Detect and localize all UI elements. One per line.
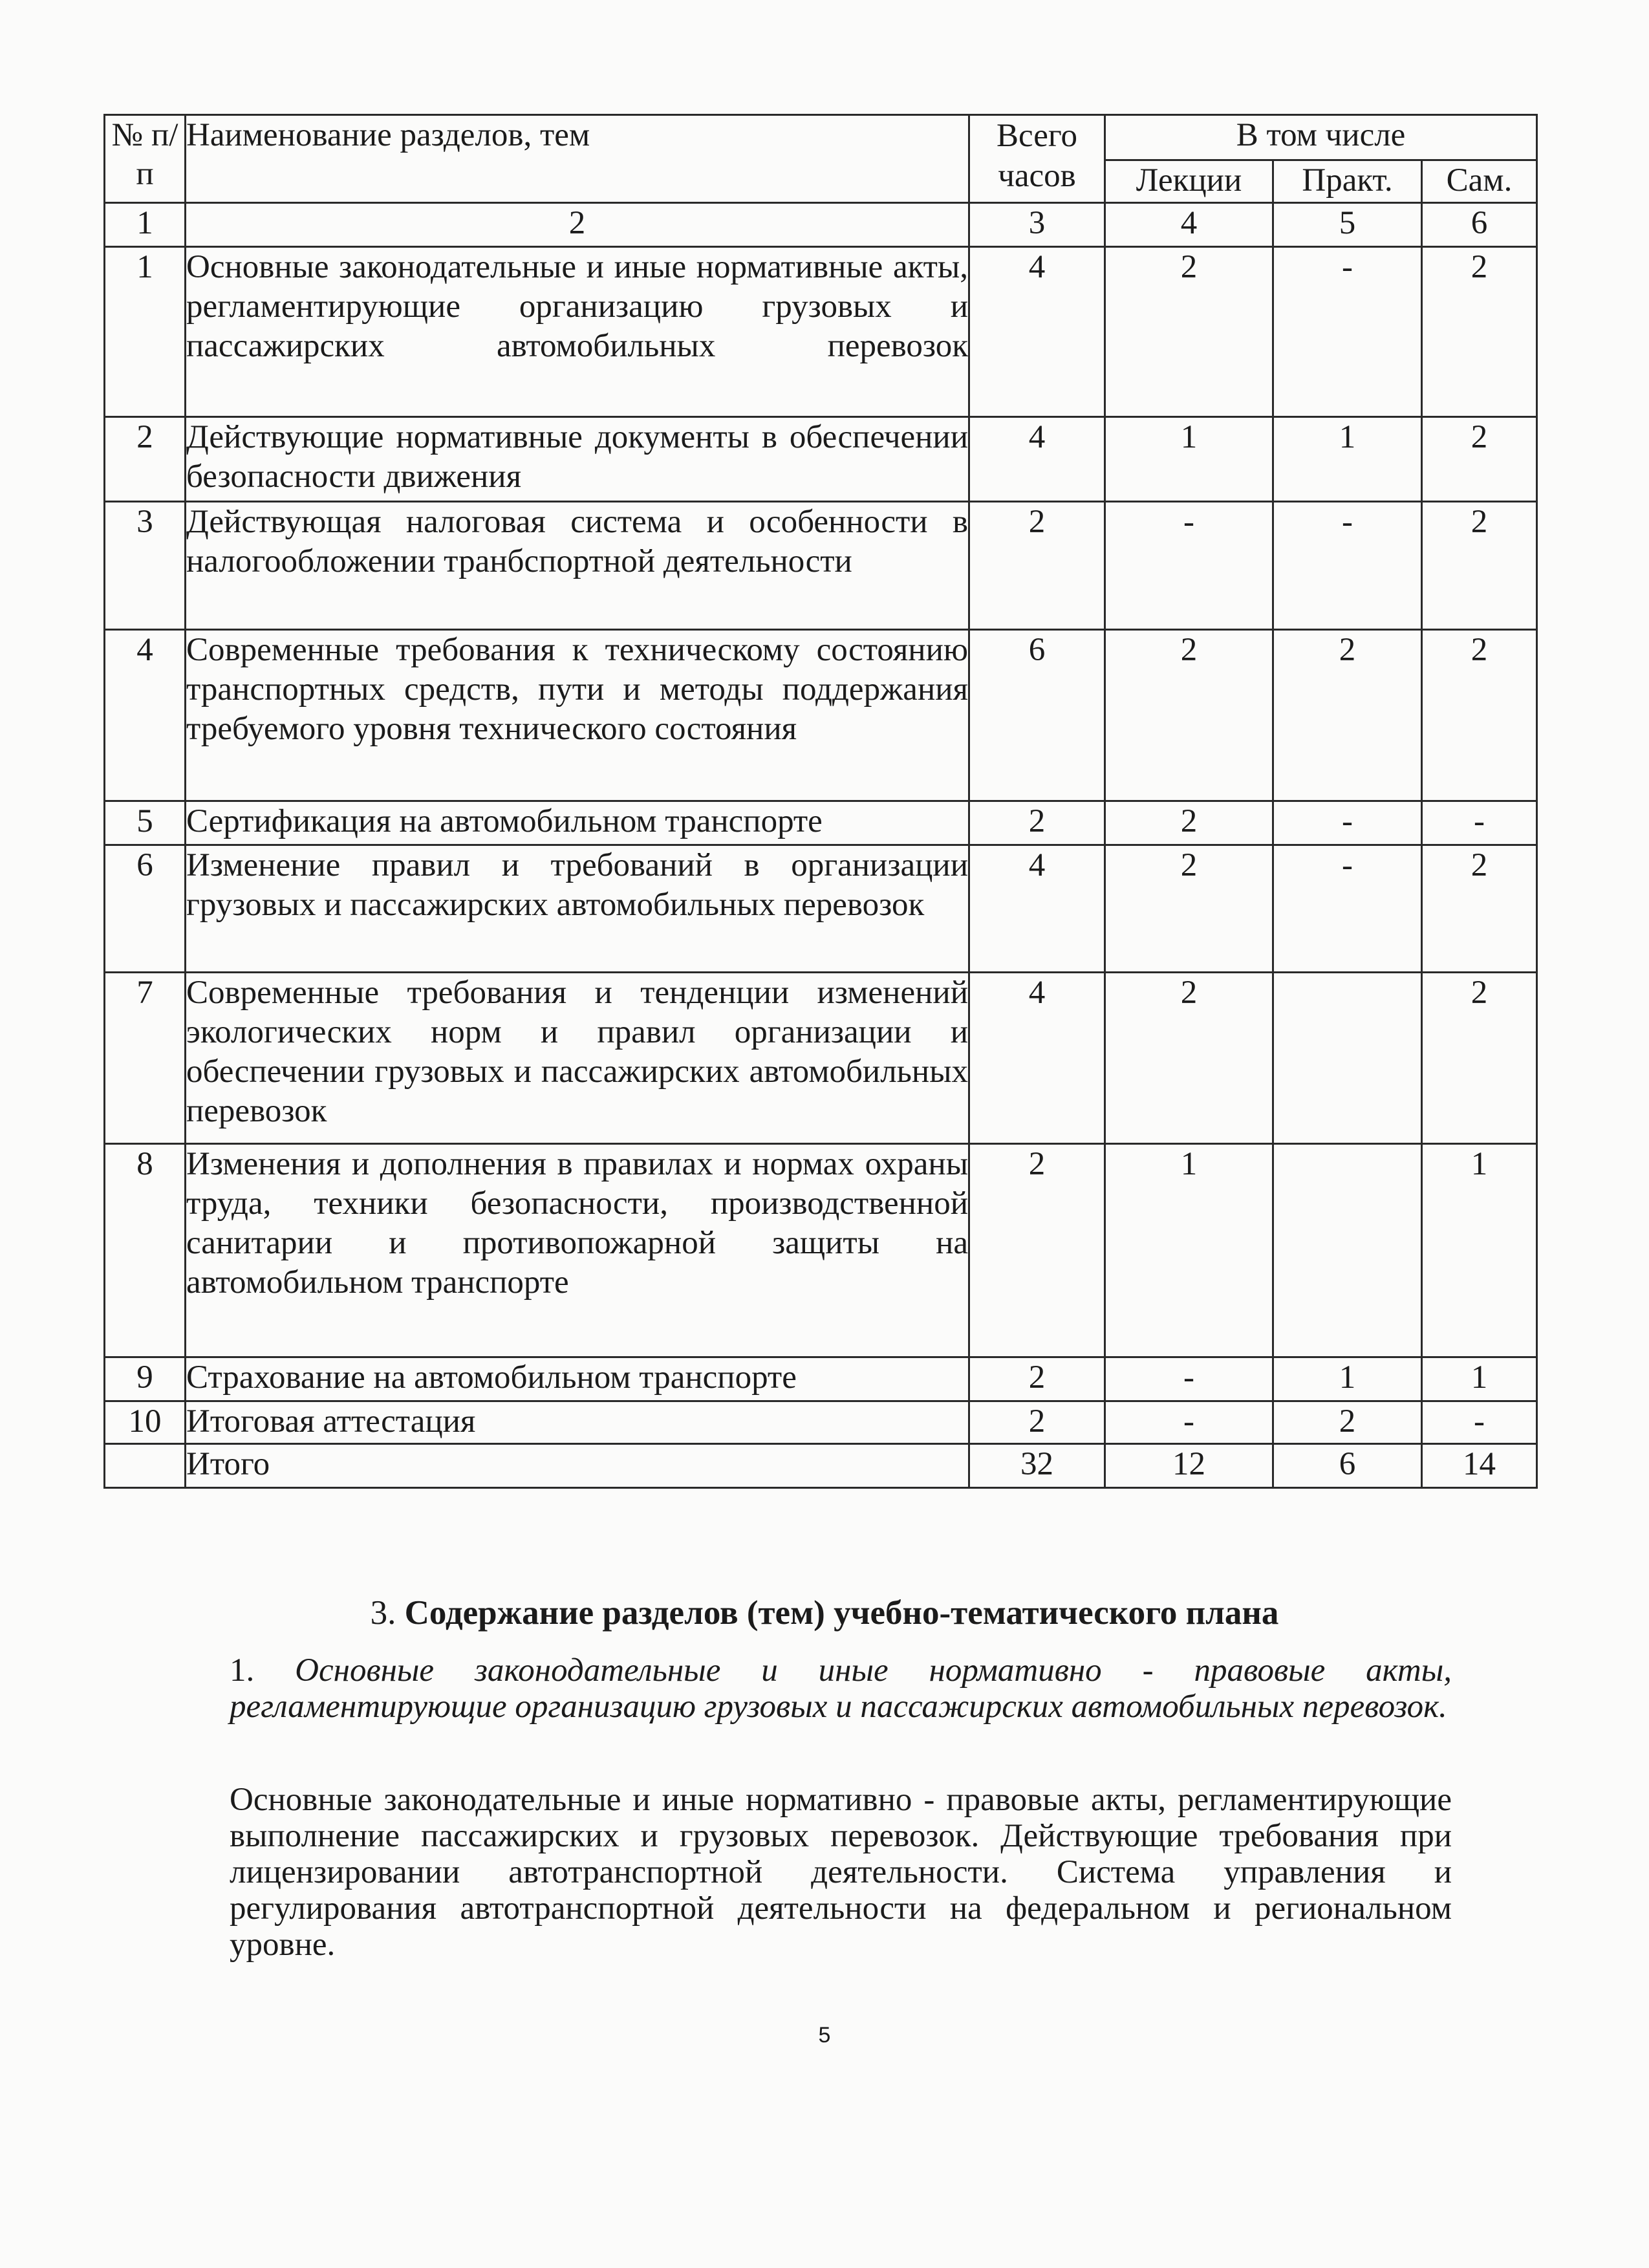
- row-number: 10: [105, 1401, 186, 1444]
- header-total-hours: Всего часов: [969, 115, 1105, 203]
- row-total: 4: [969, 417, 1105, 502]
- column-index: 6: [1422, 203, 1537, 247]
- row-self-study: 2: [1422, 973, 1537, 1144]
- row-total: 4: [969, 845, 1105, 973]
- row-practice: -: [1273, 502, 1422, 630]
- row-title: Современные требования к техническому состоянию транспортных средств, пути и методы поддержания требуемого уровня технического состояния: [186, 630, 969, 801]
- column-index: 5: [1273, 203, 1422, 247]
- row-self-study: 2: [1422, 845, 1537, 973]
- row-total: 2: [969, 1144, 1105, 1357]
- row-total: 2: [969, 1401, 1105, 1444]
- table-row: [105, 1144, 1537, 1357]
- table-row: [105, 630, 1537, 801]
- row-title: Современные требования и тенденции изменений экологических норм и правил организации и обеспечении грузовых и пассажирских автомобильных перевозок: [186, 973, 969, 1144]
- row-title: Итоговая аттестация: [186, 1401, 969, 1444]
- row-title: Действующие нормативные документы в обеспечении безопасности движения: [186, 417, 969, 502]
- row-total: 4: [969, 247, 1105, 417]
- row-practice: 1: [1273, 1357, 1422, 1401]
- header-self-study: Сам.: [1422, 160, 1537, 203]
- table-row: [105, 973, 1537, 1144]
- row-practice: 2: [1273, 1401, 1422, 1444]
- table-row: [105, 502, 1537, 630]
- row-lectures: 2: [1105, 247, 1273, 417]
- column-index: 4: [1105, 203, 1273, 247]
- total-label: Итого: [186, 1444, 969, 1488]
- page-number: 5: [818, 2023, 831, 2047]
- row-practice: [1273, 973, 1422, 1144]
- total-self-study: 14: [1422, 1444, 1537, 1488]
- row-self-study: -: [1422, 1401, 1537, 1444]
- row-title: Действующая налоговая система и особенности в налогообложении транбспортной деятельности: [186, 502, 969, 630]
- row-number: 8: [105, 1144, 186, 1357]
- row-self-study: 2: [1422, 630, 1537, 801]
- header-lectures: Лекции: [1105, 160, 1273, 203]
- row-practice: -: [1273, 247, 1422, 417]
- section-number: 3.: [370, 1594, 396, 1632]
- row-self-study: 1: [1422, 1357, 1537, 1401]
- row-practice: 1: [1273, 417, 1422, 502]
- row-number: 5: [105, 801, 186, 845]
- row-practice: 2: [1273, 630, 1422, 801]
- total-row: [105, 1444, 1537, 1488]
- column-index: 1: [105, 203, 186, 247]
- row-number: 7: [105, 973, 186, 1144]
- header-practice: Практ.: [1273, 160, 1422, 203]
- table-row: [105, 417, 1537, 502]
- total-practice: 6: [1273, 1444, 1422, 1488]
- section-heading: [0, 1592, 1649, 1634]
- table-row: [105, 247, 1537, 417]
- row-practice: -: [1273, 801, 1422, 845]
- topic-heading: [230, 1652, 1452, 1725]
- row-total: 2: [969, 502, 1105, 630]
- row-total: 2: [969, 1357, 1105, 1401]
- row-number: 4: [105, 630, 186, 801]
- column-index: 3: [969, 203, 1105, 247]
- row-total: 2: [969, 801, 1105, 845]
- row-practice: [1273, 1144, 1422, 1357]
- row-self-study: 2: [1422, 502, 1537, 630]
- topic-paragraph: Основные законодательные и иные нормативно - правовые акты, регламентирующие выполнение пассажирских и грузовых перевозок. Действующие требования при лицензировании автотранспортной деятельности. Система управления и регулирования автотранспортной деятельности на федеральном и региональном уровне.: [230, 1782, 1452, 1963]
- row-title: Изменение правил и требований в организации грузовых и пассажирских автомобильных перевозок: [186, 845, 969, 973]
- topic-title: Основные законодательные и иные нормативно - правовые акты, регламентирующие организацию грузовых и пассажирских автомобильных перевозок.: [230, 1652, 1452, 1725]
- row-self-study: 1: [1422, 1144, 1537, 1357]
- row-lectures: 1: [1105, 417, 1273, 502]
- topic-number: 1.: [230, 1652, 255, 1689]
- column-index-row: [105, 203, 1537, 247]
- row-number: 6: [105, 845, 186, 973]
- row-total: 6: [969, 630, 1105, 801]
- row-number: 2: [105, 417, 186, 502]
- table-row: [105, 801, 1537, 845]
- row-number: 9: [105, 1357, 186, 1401]
- header-number: № п/п: [105, 115, 186, 203]
- row-number: 1: [105, 247, 186, 417]
- row-self-study: -: [1422, 801, 1537, 845]
- row-title: Основные законодательные и иные нормативные акты, регламентирующие организацию грузовых и пассажирских автомобильных перевозок: [186, 247, 969, 417]
- row-lectures: -: [1105, 502, 1273, 630]
- table-row: [105, 845, 1537, 973]
- row-lectures: 2: [1105, 973, 1273, 1144]
- curriculum-table: [103, 114, 1538, 1489]
- row-lectures: 2: [1105, 845, 1273, 973]
- header-including: В том числе: [1105, 115, 1537, 160]
- total-number: [105, 1444, 186, 1488]
- row-number: 3: [105, 502, 186, 630]
- row-lectures: -: [1105, 1401, 1273, 1444]
- total-lectures: 12: [1105, 1444, 1273, 1488]
- row-self-study: 2: [1422, 417, 1537, 502]
- row-title: Изменения и дополнения в правилах и нормах охраны труда, техники безопасности, производственной санитарии и противопожарной защиты на автомобильном транспорте: [186, 1144, 969, 1357]
- row-self-study: 2: [1422, 247, 1537, 417]
- row-lectures: 2: [1105, 630, 1273, 801]
- row-lectures: 2: [1105, 801, 1273, 845]
- row-lectures: -: [1105, 1357, 1273, 1401]
- row-title: Страхование на автомобильном транспорте: [186, 1357, 969, 1401]
- column-index: 2: [186, 203, 969, 247]
- table-row: [105, 1357, 1537, 1401]
- section-title: Содержание разделов (тем) учебно-тематического плана: [404, 1594, 1279, 1632]
- row-total: 4: [969, 973, 1105, 1144]
- row-title: Сертификация на автомобильном транспорте: [186, 801, 969, 845]
- row-lectures: 1: [1105, 1144, 1273, 1357]
- header-section-name: Наименование разделов, тем: [186, 115, 969, 203]
- row-practice: -: [1273, 845, 1422, 973]
- table-row: [105, 1401, 1537, 1444]
- total-hours: 32: [969, 1444, 1105, 1488]
